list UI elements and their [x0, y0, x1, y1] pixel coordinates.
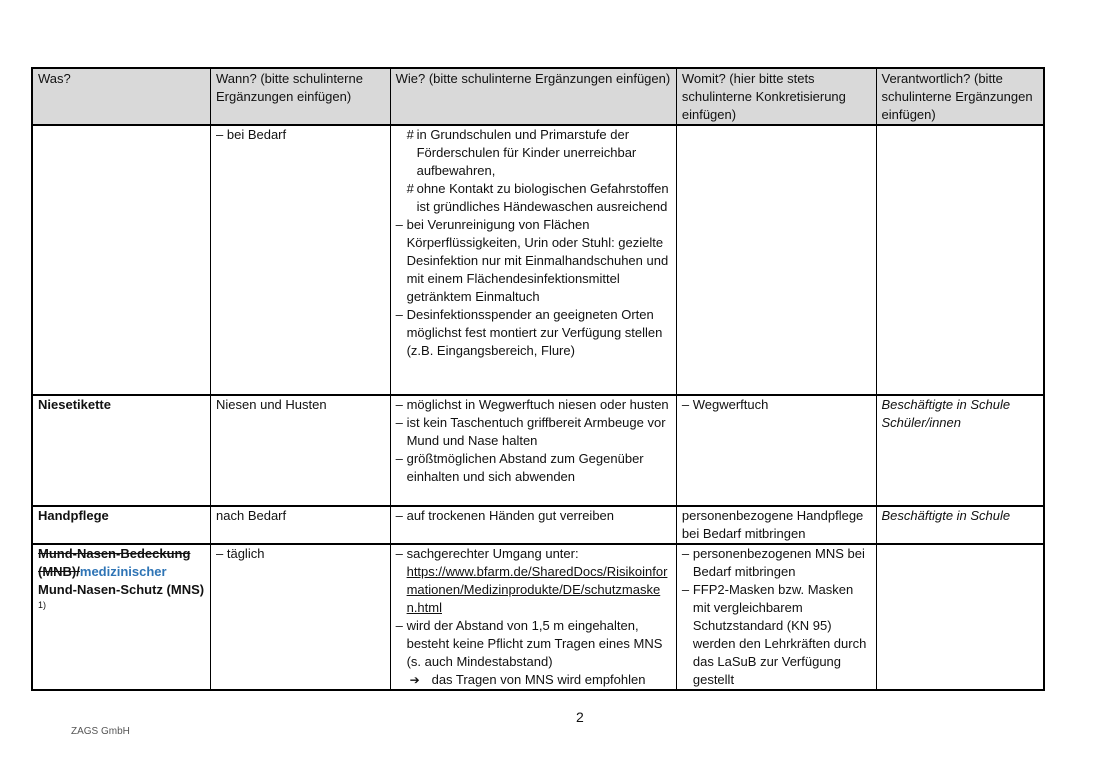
page-number: 2 — [576, 709, 584, 725]
table-row — [32, 544, 1044, 690]
cell-womit: personenbezogene Handpflege bei Bedarf mitbringen — [676, 506, 876, 544]
cell-womit — [676, 125, 876, 395]
cell-wann: – bei Bedarf — [211, 125, 391, 395]
cell-wann: Niesen und Husten — [211, 395, 391, 506]
bfarm-link[interactable]: https://www.bfarm.de/SharedDocs/Risikoinformationen/Medizinprodukte/DE/schutzmasken.html — [406, 564, 668, 615]
footer-company: ZAGS GmbH — [71, 726, 130, 737]
cell-verantwortlich — [876, 125, 1044, 395]
list-item: – auf trockenen Händen gut verreiben — [396, 507, 671, 525]
cell-verantwortlich — [876, 506, 1044, 544]
cell-wie — [390, 506, 676, 544]
cell-wie — [390, 544, 676, 690]
header-wann: Wann? (bitte schulinterne Ergänzungen einfügen) — [211, 68, 391, 125]
cell-wie — [390, 125, 676, 395]
footnote-marker: 1) — [38, 600, 47, 610]
header-womit: Womit? (hier bitte stets schulinterne Konkretisierung einfügen) — [676, 68, 876, 125]
cell-wie — [390, 395, 676, 506]
table-row — [32, 125, 1044, 395]
table-header-row — [32, 68, 1044, 125]
list-item — [396, 545, 671, 617]
list-item: ➔ das Tragen von MNS wird empfohlen — [396, 671, 671, 689]
cell-was — [32, 125, 211, 395]
list-item: – bei Verunreinigung von Flächen Körperflüssigkeiten, Urin oder Stuhl: gezielte Desinfektion nur mit Einmalhandschuhen und mit einem Flächendesinfektionsmittel getränktem Einmaltuch — [396, 216, 671, 306]
cell-verantwortlich — [876, 395, 1044, 506]
cell-womit: – Wegwerftuch — [676, 395, 876, 506]
cell-womit — [676, 544, 876, 690]
list-item: – Desinfektionsspender an geeigneten Orten möglichst fest montiert zur Verfügung stellen (z.B. Eingangsbereich, Flure) — [396, 306, 671, 360]
struck-term: Mund-Nasen-Bedeckung (MNB)/ — [38, 546, 191, 579]
header-verantwortlich: Verantwortlich? (bitte schulinterne Ergänzungen einfügen) — [876, 68, 1044, 125]
responsible-line: Beschäftigte in Schule — [881, 397, 1011, 412]
cell-was: Niesetikette — [32, 395, 211, 506]
list-item: # in Grundschulen und Primarstufe der Förderschulen für Kinder unerreichbar aufbewahren, — [396, 126, 671, 180]
table-row — [32, 506, 1044, 544]
header-was: Was? — [32, 68, 211, 125]
list-item: – FFP2-Masken bzw. Masken mit vergleichbarem Schutzstandard (KN 95) werden den Lehrkräften durch das LaSuB zur Verfügung gestellt — [682, 581, 871, 689]
list-item-text: sachgerechter Umgang unter: — [406, 546, 579, 561]
table-row — [32, 395, 1044, 506]
cell-was — [32, 544, 211, 690]
list-item: – ist kein Taschentuch griffbereit Armbeuge vor Mund und Nase halten — [396, 414, 671, 450]
list-item: – größtmöglichen Abstand zum Gegenüber einhalten und sich abwenden — [396, 450, 671, 486]
responsible-line: Schüler/innen — [881, 415, 961, 430]
cell-verantwortlich — [876, 544, 1044, 690]
list-item: – personenbezogenen MNS bei Bedarf mitbringen — [682, 545, 871, 581]
header-wie: Wie? (bitte schulinterne Ergänzungen einfügen) — [390, 68, 676, 125]
list-item: – wird der Abstand von 1,5 m eingehalten, besteht keine Pflicht zum Tragen eines MNS (s. auch Mindestabstand) — [396, 617, 671, 671]
cell-wann: – täglich — [211, 544, 391, 690]
list-item: # ohne Kontakt zu biologischen Gefahrstoffen ist gründliches Händewaschen ausreichend — [396, 180, 671, 216]
list-item: – möglichst in Wegwerftuch niesen oder husten — [396, 396, 671, 414]
responsible-line: Beschäftigte in Schule — [881, 508, 1011, 523]
inserted-term: medizinischer — [79, 564, 167, 579]
hygiene-table — [31, 67, 1045, 691]
term-mns: Mund-Nasen-Schutz (MNS) — [38, 582, 205, 597]
cell-was: Handpflege — [32, 506, 211, 544]
cell-wann: nach Bedarf — [211, 506, 391, 544]
